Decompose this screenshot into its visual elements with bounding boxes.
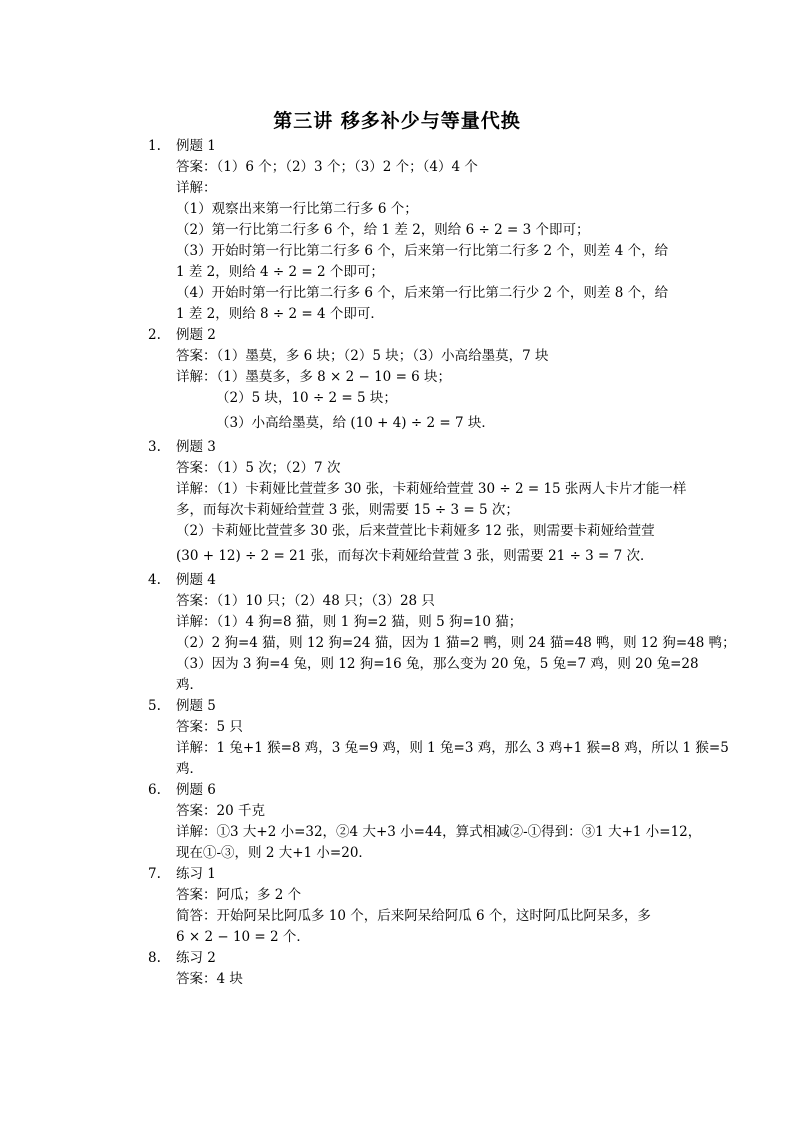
item-number: 6. [148,782,161,798]
text-line: 6 × 2 − 10 = 2 个． [176,929,310,945]
text-line: 答案：（1）5 次；（2）7 次 [176,460,341,476]
list-item [0,570,794,696]
text-line: （3）因为 3 狗=4 兔，则 12 狗=16 兔，那么变为 20 兔，5 兔=7 鸡，则 20 兔=28 [176,656,699,672]
text-line: （2）2 狗=4 猫，则 12 狗=24 猫，因为 1 猫=2 鸭，则 24 猫=48 鸭，则 12 狗=48 鸭； [176,635,736,651]
text-line: （2）卡莉娅比萱萱多 30 张，后来萱萱比卡莉娅多 12 张，则需要卡莉娅给萱萱 [176,523,655,539]
text-line: （4）开始时第一行比第二行多 6 个，后来第一行比第二行少 2 个，则差 8 个，给 [176,285,669,301]
item-body [176,864,676,948]
page-title: 第三讲 移多补少与等量代换 [273,110,521,132]
list-item [0,864,794,948]
text-line: 1 差 2，则给 8 ÷ 2 = 4 个即可． [176,306,384,322]
item-number: 3. [148,439,161,455]
text-line: 鸡． [176,677,203,693]
item-number: 1. [148,138,161,154]
answer-list [0,136,794,990]
text-line: 详解：（1）4 狗=8 猫，则 1 狗=2 猫，则 5 狗=10 猫； [176,614,523,630]
item-body [176,437,687,570]
text-line: 鸡． [176,761,203,777]
item-number: 8. [148,950,161,966]
text-line: 例题 3 [176,439,216,455]
item-number: 5. [148,698,161,714]
list-item [0,325,794,437]
text-line: 1 差 2，则给 4 ÷ 2 = 2 个即可； [176,264,384,280]
text-line: 答案：4 块 [176,971,243,987]
text-line: 答案：5 只 [176,719,243,735]
item-body [176,136,676,325]
text-line: （1）观察出来第一行比第二行多 6 个； [176,201,418,217]
text-line: 答案：20 千克 [176,803,265,819]
text-line: 答案：（1）10 只；（2）48 只；（3）28 只 [176,593,435,609]
text-line: 练习 1 [176,866,216,882]
text-line: （3）开始时第一行比第二行多 6 个，后来第一行比第二行多 2 个，则差 4 个，给 [176,243,669,259]
item-body [176,325,676,437]
text-line: 例题 5 [176,698,216,714]
text-line: 详解：（1）卡莉娅比萱萱多 30 张，卡莉娅给萱萱 30 ÷ 2 = 15 张两人卡片才能一样 [176,481,687,497]
list-item [0,136,794,325]
item-body [176,780,702,864]
list-item [0,696,794,780]
item-body [176,570,736,696]
item-body [176,696,729,780]
text-line: 详解：（1）墨莫多，多 8 × 2 − 10 = 6 块； [176,369,452,385]
text-line: 答案：阿瓜；多 2 个 [176,887,302,903]
text-line: (30 + 12) ÷ 2 = 21 张，而每次卡莉娅给萱萱 3 张，则需要 21 ÷ 3 = 7 次． [176,548,654,564]
text-line: 详解：①3 大+2 小=32，②4 大+3 小=44，算式相减②-①得到：③1 大+1 小=12， [176,824,702,840]
text-line: （2）5 块，10 ÷ 2 = 5 块； [216,390,397,406]
text-line: （2）第一行比第二行多 6 个，给 1 差 2，则给 6 ÷ 2 = 3 个即可； [176,222,590,238]
text-line: 例题 6 [176,782,216,798]
item-number: 7. [148,866,161,882]
list-item [0,780,794,864]
list-item [0,948,794,990]
text-line: 练习 2 [176,950,216,966]
text-line: 多，而每次卡莉娅给萱萱 3 张，则需要 15 ÷ 3 = 5 次； [176,502,519,518]
text-line: 例题 4 [176,572,216,588]
item-number: 4. [148,572,161,588]
text-line: （3）小高给墨莫，给 (10 + 4) ÷ 2 = 7 块． [216,415,495,431]
text-line: 例题 1 [176,138,216,154]
text-line: 答案：（1）墨莫，多 6 块；（2）5 块；（3）小高给墨莫，7 块 [176,348,549,364]
text-line: 简答：开始阿呆比阿瓜多 10 个，后来阿呆给阿瓜 6 个，这时阿瓜比阿呆多，多 [176,908,651,924]
item-body [176,948,676,990]
list-item [0,437,794,570]
text-line: 例题 2 [176,327,216,343]
text-line: 答案：（1）6 个；（2）3 个；（3）2 个；（4）4 个 [176,159,478,175]
item-number: 2. [148,327,161,343]
text-line: 详解：1 兔+1 猴=8 鸡，3 兔=9 鸡，则 1 兔=3 鸡，那么 3 鸡+1 猴=8 鸡，所以 1 猴=5 [176,740,729,756]
text-line: 现在①-③，则 2 大+1 小=20． [176,845,372,861]
text-line: 详解： [176,180,217,196]
